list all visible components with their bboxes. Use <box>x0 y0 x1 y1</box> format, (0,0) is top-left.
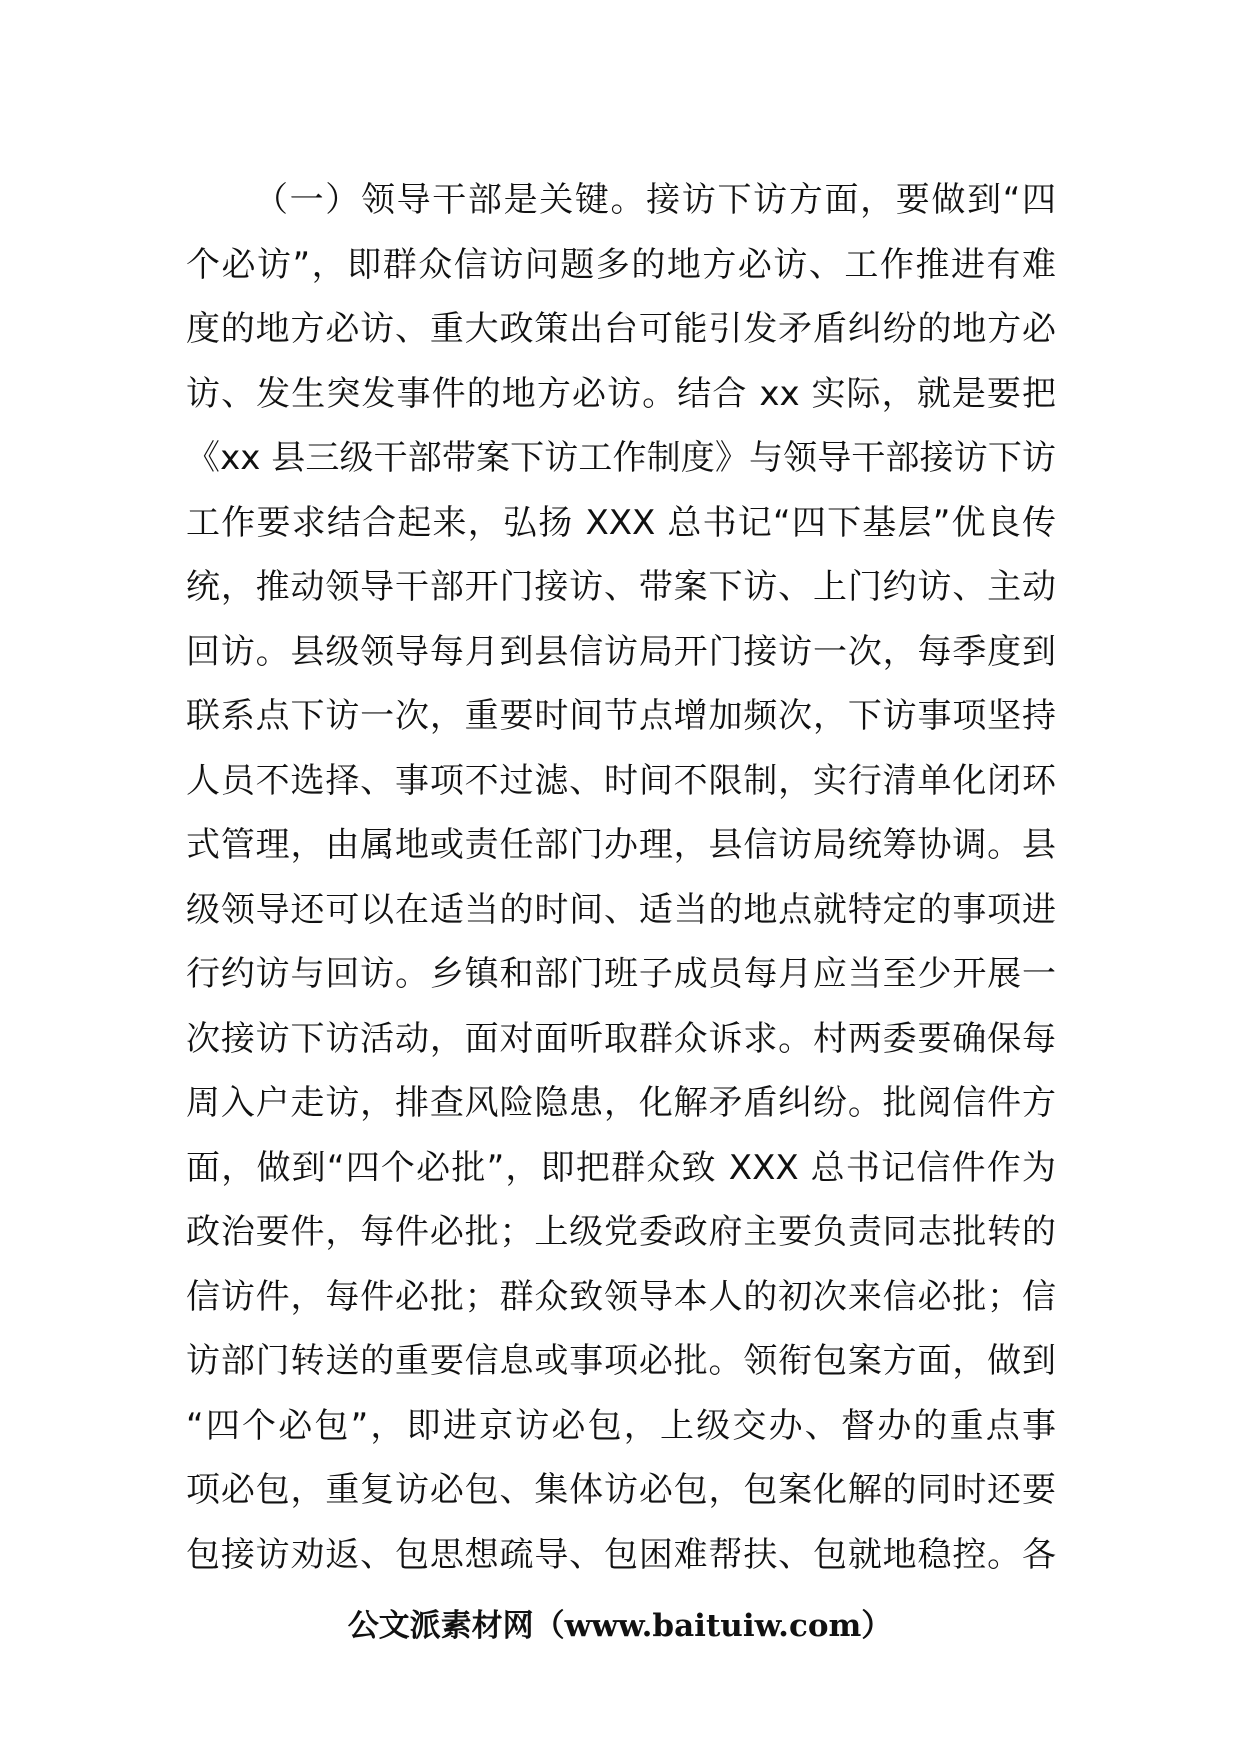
text-line: 统，推动领导干部开门接访、带案下访、上门约访、主动 <box>186 567 1056 607</box>
text-line: 《xx 县三级干部带案下访工作制度》与领导干部接访下访 <box>186 438 1056 478</box>
text-line: 工作要求结合起来，弘扬 XXX 总书记“四下基层”优良传 <box>186 502 1056 543</box>
text-line: 次接访下访活动，面对面听取群众诉求。村两委要确保每 <box>186 1018 1056 1059</box>
text-line: 度的地方必访、重大政策出台可能引发矛盾纠纷的地方必 <box>186 309 1056 349</box>
text-line: 级领导还可以在适当的时间、适当的地点就特定的事项进 <box>186 889 1056 930</box>
text-line: 信访件，每件必批；群众致领导本人的初次来信必批；信 <box>186 1276 1056 1317</box>
text-line: 式管理，由属地或责任部门办理，县信访局统筹协调。县 <box>186 825 1056 865</box>
text-line: 联系点下访一次，重要时间节点增加频次，下访事项坚持 <box>186 696 1056 736</box>
text-line: 周入户走访，排查风险隐患，化解矛盾纠纷。批阅信件方 <box>186 1083 1056 1123</box>
text-line: 访部门转送的重要信息或事项必批。领衔包案方面，做到 <box>186 1341 1056 1381</box>
text-line: 个必访”，即群众信访问题多的地方必访、工作推进有难 <box>186 244 1056 285</box>
text-line: 人员不选择、事项不过滤、时间不限制，实行清单化闭环 <box>186 760 1056 801</box>
text-line: “四个必包”，即进京访必包，上级交办、督办的重点事 <box>186 1405 1056 1446</box>
text-line: 面，做到“四个必批”，即把群众致 XXX 总书记信件作为 <box>186 1147 1056 1188</box>
text-line: 行约访与回访。乡镇和部门班子成员每月应当至少开展一 <box>186 954 1056 994</box>
text-line: 包接访劝返、包思想疏导、包困难帮扶、包就地稳控。各 <box>186 1534 1056 1575</box>
text-line: 访、发生突发事件的地方必访。结合 xx 实际，就是要把 <box>186 373 1056 414</box>
text-line: 项必包，重复访必包、集体访必包，包案化解的同时还要 <box>186 1470 1056 1510</box>
text-line: （一）领导干部是关键。接访下访方面，要做到“四 <box>254 180 1056 220</box>
watermark-footer: 公文派素材网（www.baituiw.com） <box>347 1608 893 1644</box>
body-paragraph <box>186 168 1056 1587</box>
text-line: 政治要件，每件必批；上级党委政府主要负责同志批转的 <box>186 1212 1056 1252</box>
text-line: 回访。县级领导每月到县信访局开门接访一次，每季度到 <box>186 631 1056 672</box>
